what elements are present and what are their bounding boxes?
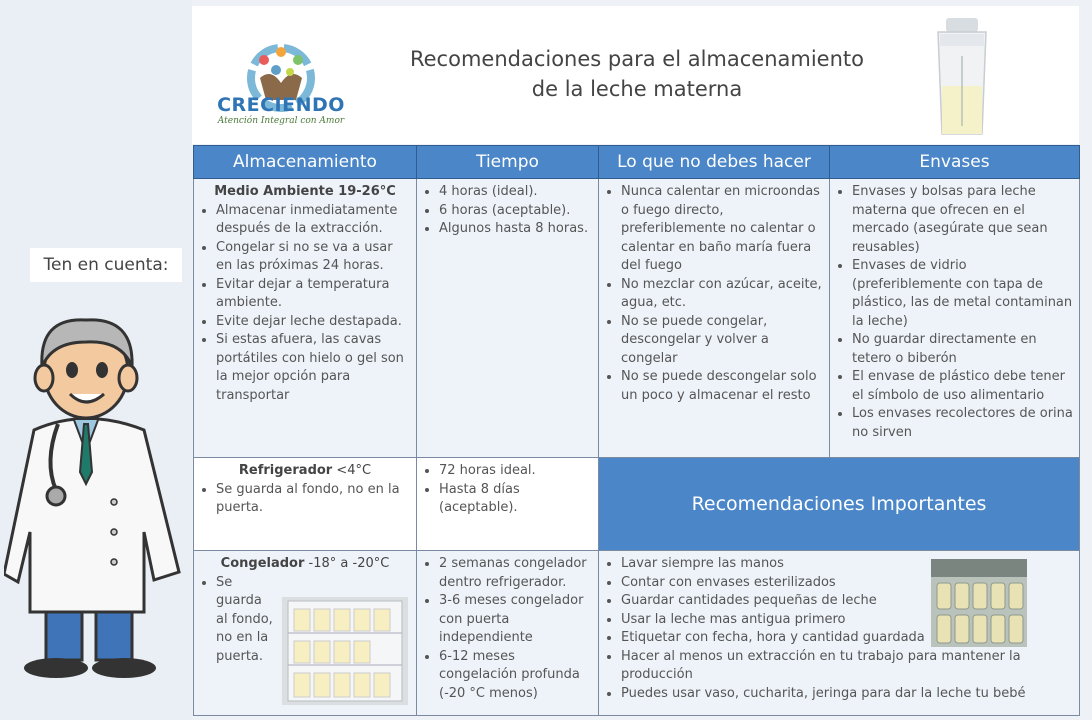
list-item: • Evitar dejar a temperatura ambiente. bbox=[216, 276, 410, 313]
logo-name: CRECIENDO bbox=[217, 94, 345, 116]
fridge-title: Refrigerador bbox=[238, 463, 333, 478]
ambient-title: Medio Ambiente 19-26°C bbox=[214, 184, 396, 199]
header-no-debes: Lo que no debes hacer bbox=[599, 146, 830, 179]
ambient-time-cell bbox=[417, 179, 599, 458]
storage-table bbox=[193, 145, 1080, 716]
containers-cell bbox=[830, 179, 1080, 458]
list-item: • No mezclar con azúcar, aceite, agua, etc. bbox=[621, 276, 823, 313]
list-item: • 4 horas (ideal). bbox=[439, 183, 592, 202]
title-line-2: de la leche materna bbox=[531, 77, 743, 101]
list-item: • Contar con envases esterilizados bbox=[621, 574, 1073, 593]
page-header bbox=[192, 6, 1079, 144]
list-item: • Evite dejar leche destapada. bbox=[216, 313, 410, 332]
list-item: • Nunca calentar en microondas o fuego directo, preferiblemente no calentar o calentar en baño maría fuera del fuego bbox=[621, 183, 823, 276]
list-item: • Envases y bolsas para leche materna que ofrecen en el mercado (asegúrate que sean reusables) bbox=[852, 183, 1073, 257]
list-item: • 2 semanas congelador dentro refrigerador. bbox=[439, 555, 592, 592]
header-almacenamiento: Almacenamiento bbox=[194, 146, 417, 179]
list-item: • Usar la leche mas antigua primero bbox=[621, 611, 1073, 630]
list-item: • Se guarda al fondo, no en la puerta. bbox=[216, 481, 410, 518]
list-item: • 6 horas (aceptable). bbox=[439, 202, 592, 221]
list-item: • Envases de vidrio (preferiblemente con tapa de plástico, las de metal contaminan la leche) bbox=[852, 257, 1073, 331]
recommendations-title: Recomendaciones Importantes bbox=[599, 458, 1080, 551]
left-panel bbox=[0, 0, 192, 720]
list-item: • No guardar directamente en tetero o biberón bbox=[852, 331, 1073, 368]
milk-bag-image bbox=[932, 16, 992, 138]
list-item: • No se puede descongelar solo un poco y almacenar el resto bbox=[621, 368, 823, 405]
list-item: • Puedes usar vaso, cucharita, jeringa para dar la leche tu bebé bbox=[621, 685, 1073, 704]
milk-bottles-photo bbox=[931, 559, 1027, 647]
list-item: • Se guarda al fondo, no en la puerta. bbox=[216, 574, 276, 667]
freezer-time-cell bbox=[417, 551, 599, 716]
title-line-1: Recomendaciones para el almacenamiento bbox=[409, 47, 864, 71]
header-envases: Envases bbox=[830, 146, 1080, 179]
fridge-temp: <4°C bbox=[332, 463, 372, 478]
freezer-temp: -18° a -20°C bbox=[304, 556, 390, 571]
list-item: • Hacer al menos un extracción en tu trabajo para mantener la producción bbox=[621, 648, 1073, 685]
doctor-illustration bbox=[4, 312, 186, 684]
header-tiempo: Tiempo bbox=[417, 146, 599, 179]
ambient-cell bbox=[194, 179, 417, 458]
list-item: • Hasta 8 días (aceptable). bbox=[439, 481, 592, 518]
list-item: • El envase de plástico debe tener el símbolo de uso alimentario bbox=[852, 368, 1073, 405]
list-item: • Si estas afuera, las cavas portátiles con hielo o gel son la mejor opción para transportar bbox=[216, 331, 410, 405]
note-label: Ten en cuenta: bbox=[30, 248, 182, 282]
list-item: • 3-6 meses congelador con puerta independiente bbox=[439, 592, 592, 648]
list-item: • 6-12 meses congelación profunda (-20 °C menos) bbox=[439, 648, 592, 704]
recommendations-cell bbox=[599, 551, 1080, 716]
dont-cell bbox=[599, 179, 830, 458]
logo-tagline: Atención Integral con Amor bbox=[217, 116, 345, 126]
list-item: • Almacenar inmediatamente después de la extracción. bbox=[216, 202, 410, 239]
freezer-title: Congelador bbox=[220, 556, 305, 571]
list-item: • No se puede congelar, descongelar y volver a congelar bbox=[621, 313, 823, 369]
list-item: • Algunos hasta 8 horas. bbox=[439, 220, 592, 239]
list-item: • Etiquetar con fecha, hora y cantidad guardada bbox=[621, 629, 1073, 648]
freezer-cell bbox=[194, 551, 417, 716]
freezer-photo bbox=[282, 597, 408, 705]
list-item: • 72 horas ideal. bbox=[439, 462, 592, 481]
list-item: • Guardar cantidades pequeñas de leche bbox=[621, 592, 1073, 611]
list-item: • Congelar si no se va a usar en las próximas 24 horas. bbox=[216, 239, 410, 276]
list-item: • Los envases recolectores de orina no sirven bbox=[852, 405, 1073, 442]
list-item: • Lavar siempre las manos bbox=[621, 555, 1073, 574]
fridge-cell bbox=[194, 458, 417, 551]
fridge-time-cell bbox=[417, 458, 599, 551]
page-title bbox=[397, 44, 877, 104]
